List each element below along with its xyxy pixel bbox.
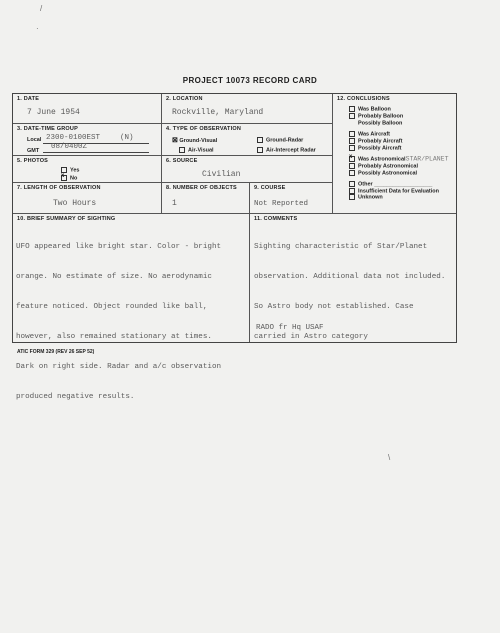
scan-mark: · — [36, 24, 39, 33]
option-ground-radar: Ground-Radar — [257, 137, 303, 143]
conclusion-item: Unknown — [349, 194, 449, 201]
date-cell: 1. DATE 7 June 1954 — [13, 94, 162, 124]
conclusion-item: Possibly Aircraft — [349, 145, 449, 152]
source-value: Civilian — [202, 170, 241, 179]
option-ground-visual: ⊠ Ground-Visual — [172, 137, 218, 144]
conclusion-item: Possibly Balloon — [349, 120, 449, 127]
conclusion-item: Other ___________________ — [349, 181, 449, 188]
photos-yes: Yes — [61, 167, 79, 173]
conclusion-item: Probably Aircraft — [349, 138, 449, 145]
number-of-objects-cell: 8. NUMBER OF OBJECTS 1 — [162, 183, 250, 214]
conclusion-item: Was Aircraft — [349, 131, 449, 138]
location-cell: 2. LOCATION Rockville, Maryland — [162, 94, 333, 124]
photos-cell: 5. PHOTOS Yes x No — [13, 156, 162, 183]
local-time-value: 2300-0100EST — [46, 134, 101, 142]
objects-value: 1 — [172, 199, 177, 208]
location-value: Rockville, Maryland — [172, 108, 264, 117]
astronomical-note: STAR/PLANET — [405, 155, 449, 163]
length-value: Two Hours — [53, 199, 97, 208]
option-air-visual: Air-Visual — [179, 147, 214, 153]
option-air-intercept-radar: Air-Intercept Radar — [257, 147, 316, 153]
conclusion-item: Insufficient Data for Evaluation — [349, 188, 449, 195]
conclusion-item: Probably Balloon — [349, 113, 449, 120]
gmt-value: 08/0400Z — [51, 143, 88, 151]
scan-mark: / — [40, 4, 43, 13]
comments-text: Sighting characteristic of Star/Planet observation. Additional data not included. So Astro body not established. Case carried in Astro category — [254, 243, 446, 341]
date-value: 7 June 1954 — [27, 108, 80, 117]
photos-no: x No — [61, 173, 78, 182]
conclusion-was-astronomical: x Was AstronomicalSTAR/PLANET — [349, 153, 449, 163]
local-time-suffix: (N) — [120, 134, 134, 142]
conclusion-item: Was Balloon — [349, 106, 449, 113]
source-cell: 6. SOURCE Civilian — [162, 156, 333, 183]
form-number: ATIC FORM 329 (REV 26 SEP 52) — [17, 349, 95, 355]
course-value: Not Reported — [254, 200, 309, 208]
conclusions-list — [349, 106, 449, 205]
course-cell: 9. COURSE Not Reported — [250, 183, 333, 214]
type-of-observation-cell: 4. TYPE OF OBSERVATION ⊠ Ground-Visual Ground-Radar Air-Visual Air-Intercept Radar — [162, 124, 333, 156]
summary-text: UFO appeared like bright star. Color - bright orange. No estimate of size. No aerodynamic feature noticed. Object rounded like ball, however, also remained stationary at times. Dark on right side. Radar and a/c observation produced negative results. — [16, 243, 222, 401]
card-title: PROJECT 10073 RECORD CARD — [182, 76, 318, 85]
date-time-group-cell: 3. DATE-TIME GROUP Local 2300-0100EST (N) 08/0400Z GMT — [13, 124, 162, 156]
comments-signature: RADO fr Hq USAF — [256, 324, 324, 332]
gmt-underline — [43, 152, 149, 153]
conclusion-item: Possibly Astronomical — [349, 170, 449, 177]
comments-cell: 11. COMMENTS Sighting characteristic of Star/Planet observation. Additional data not included. So Astro body not established. Case carried in Astro category RADO fr Hq USAF — [250, 214, 456, 342]
length-of-observation-cell: 7. LENGTH OF OBSERVATION Two Hours — [13, 183, 162, 214]
scan-mark: \ — [388, 453, 391, 462]
conclusions-cell: 12. CONCLUSIONS — [333, 94, 456, 214]
brief-summary-cell: 10. BRIEF SUMMARY OF SIGHTING UFO appeared like bright star. Color - bright orange. No estimate of size. No aerodynamic feature noticed. Object rounded like ball, however, also remained stationary at times. Dark on right side. Radar and a/c observation produced negative results. — [13, 214, 250, 342]
conclusion-item: Probably Astronomical — [349, 163, 449, 170]
